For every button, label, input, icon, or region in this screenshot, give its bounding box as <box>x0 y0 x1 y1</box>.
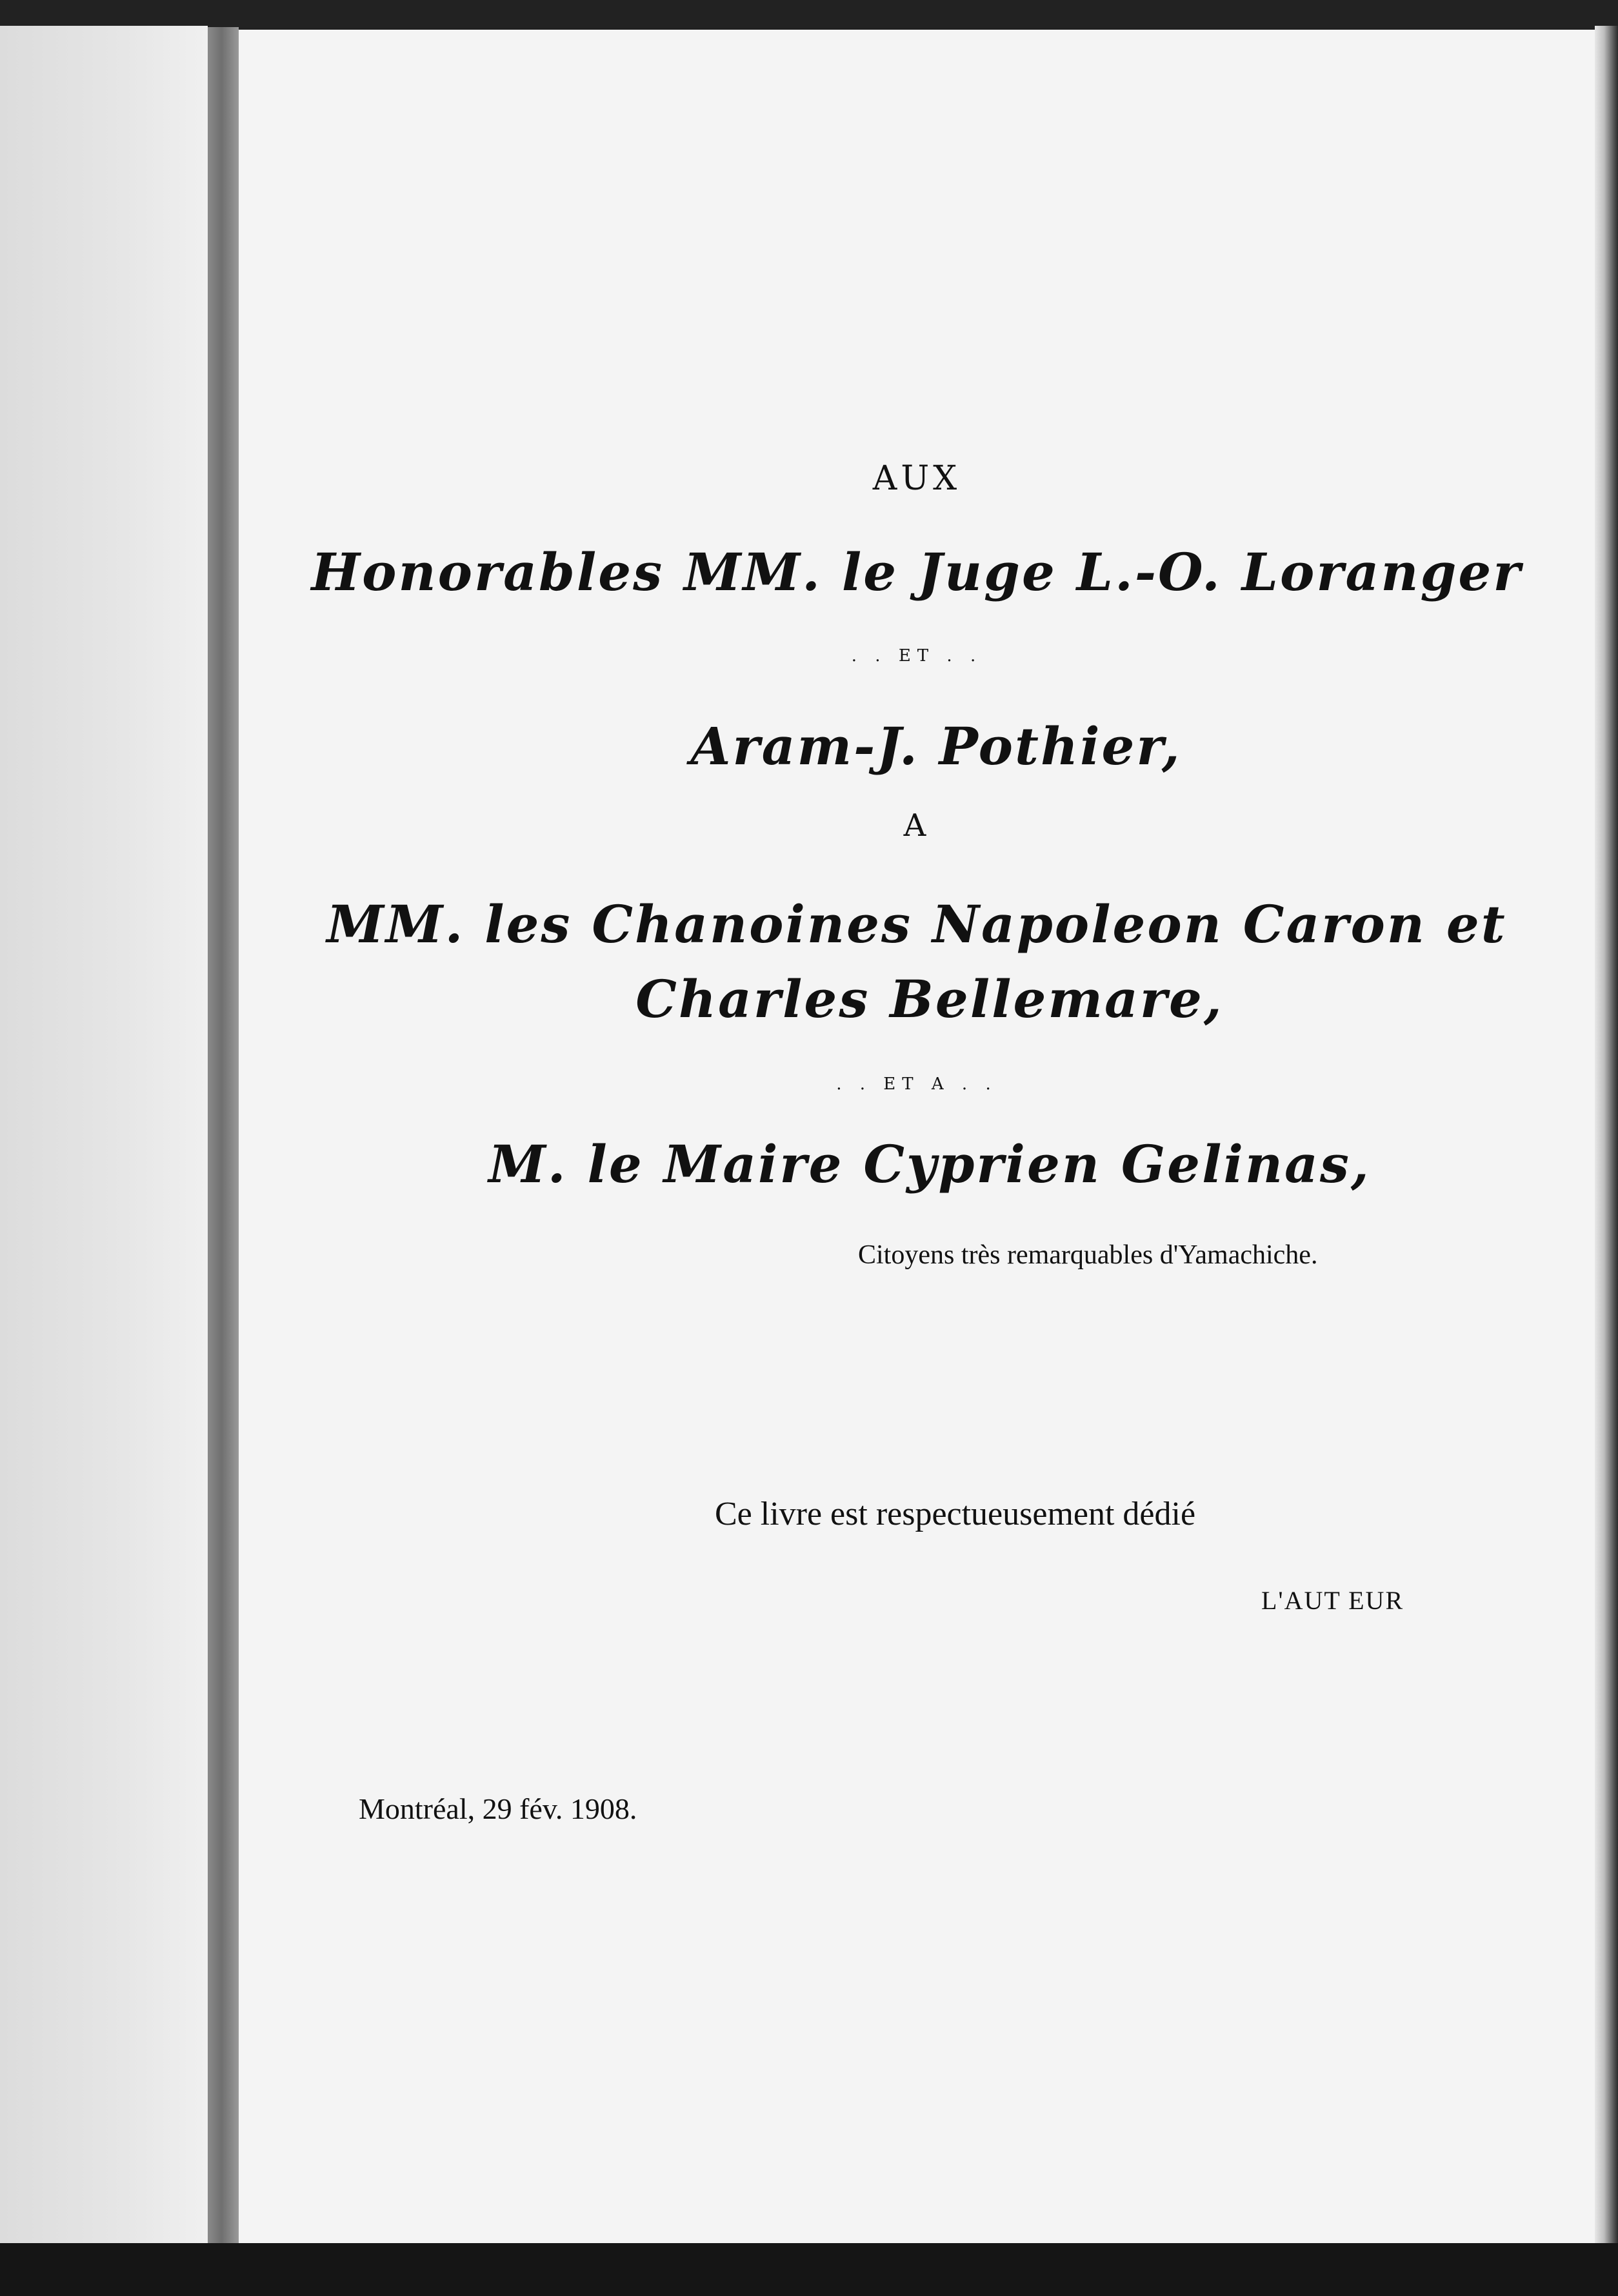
dedication-statement: Ce livre est respectueusement dédié <box>715 1496 1196 1532</box>
separator-et-a: . . ET A . . <box>836 1074 997 1094</box>
scan-top-border <box>0 0 1618 29</box>
citoyens-caption: Citoyens très remarquables d'Yamachiche. <box>858 1240 1318 1270</box>
separator-et: . . ET . . <box>851 646 983 666</box>
dedicatee-chanoines-caron: MM. les Chanoines Napoleon Caron et <box>326 894 1507 955</box>
facing-page <box>0 26 208 2248</box>
place-and-date: Montréal, 29 fév. 1908. <box>359 1792 637 1825</box>
dedicatee-charles-bellemare: Charles Bellemare, <box>635 969 1224 1029</box>
connector-a: A <box>903 807 930 844</box>
dedicatee-aram-pothier: Aram-J. Pothier, <box>690 716 1182 777</box>
author-signature: L'AUT EUR <box>1261 1586 1404 1615</box>
dedicatee-honorables-loranger: Honorables MM. le Juge L.-O. Loranger <box>311 542 1523 602</box>
book-spine <box>208 27 239 2246</box>
heading-aux: AUX <box>872 459 961 498</box>
dedicatee-maire-gelinas: M. le Maire Cyprien Gelinas, <box>488 1134 1371 1194</box>
scan-bottom-border <box>0 2243 1618 2296</box>
